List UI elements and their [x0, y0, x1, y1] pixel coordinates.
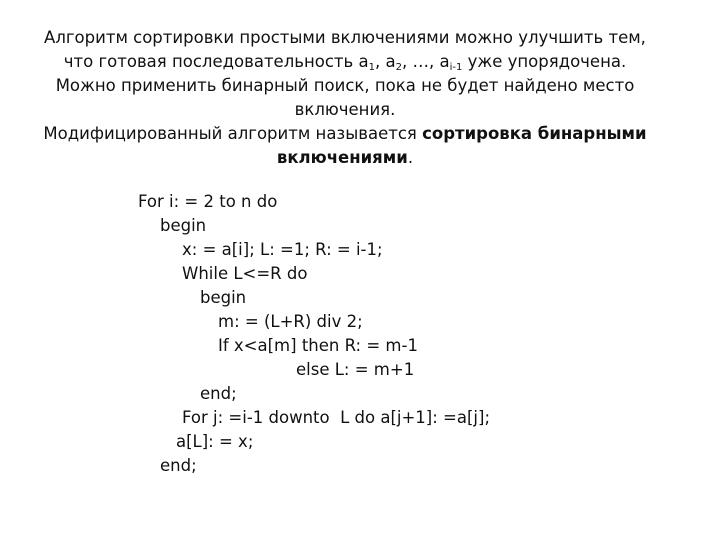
- intro-text-part: Алгоритм сортировки простыми включениями можно улучшить тем, что готовая последовательность a: [44, 28, 646, 71]
- code-line: a[L]: = x;: [176, 432, 254, 451]
- code-line: end;: [160, 456, 197, 475]
- code-line: For j: =i-1 downto L do a[j+1]: =a[j];: [182, 408, 490, 427]
- code-line: end;: [200, 384, 237, 403]
- algorithm-name: сортировка бинарными включениями: [276, 124, 647, 167]
- code-line: x: = a[i]; L: =1; R: = i-1;: [182, 240, 383, 259]
- intro-text-part: уже упорядочена. Можно применить бинарный поиск, пока не будет найдено место включения.: [55, 52, 635, 119]
- intro-text-part: , …, a: [402, 52, 450, 71]
- code-line: While L<=R do: [182, 264, 308, 283]
- code-line: begin: [200, 288, 247, 307]
- subscript: 2: [395, 62, 402, 73]
- code-line: else L: = m+1: [296, 360, 415, 379]
- intro-paragraph-1: [40, 26, 650, 122]
- code-line: m: = (L+R) div 2;: [218, 312, 363, 331]
- subscript: 1: [368, 62, 376, 73]
- intro-text-part: Модифицированный алгоритм называется: [43, 124, 423, 143]
- code-line: If x<a[m] then R: = m-1: [218, 336, 418, 355]
- code-line: For i: = 2 to n do: [138, 192, 278, 211]
- subscript: i-1: [449, 62, 463, 73]
- intro-paragraph-2: [40, 122, 650, 170]
- intro-text-part: , a: [375, 52, 396, 71]
- intro-text-part: .: [407, 148, 414, 167]
- code-line: begin: [160, 216, 207, 235]
- intro-text: [40, 26, 650, 170]
